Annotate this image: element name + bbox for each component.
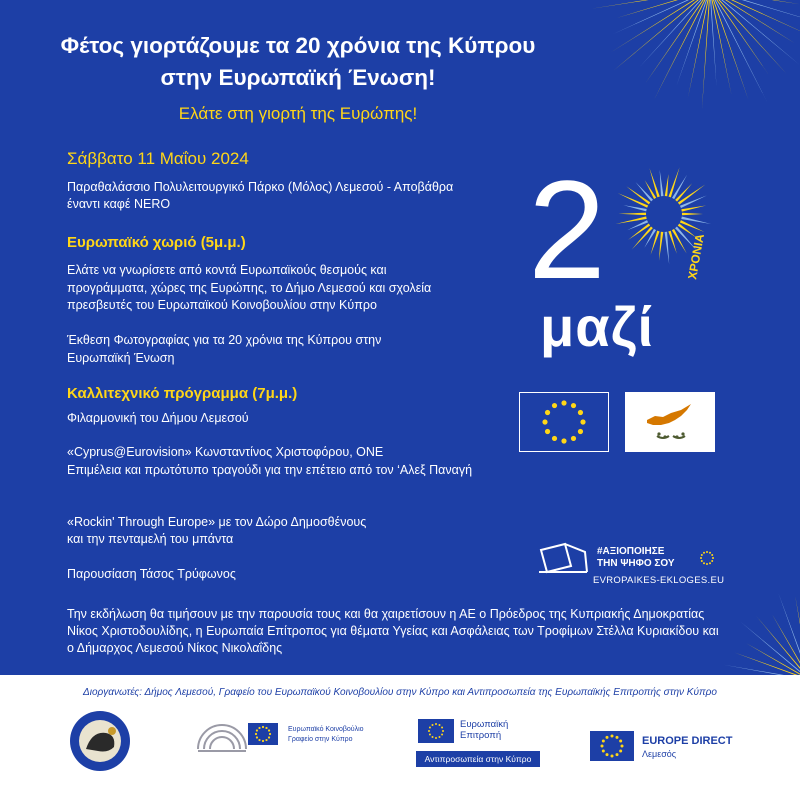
limassol-municipality-seal: [68, 709, 132, 773]
vote-line-2: ΤΗΝ ΨΗΦΟ ΣΟΥ: [597, 558, 675, 569]
eu-flag-small-icon: [695, 549, 719, 567]
program-presenter: Παρουσίαση Τάσος Τρύφωνος: [67, 567, 236, 581]
program-band: και την πενταμελή του μπάντα: [67, 532, 234, 546]
closing-remarks: Την εκδήλωση θα τιμήσουν με την παρουσία τους και θα χαιρετίσουν η ΑΕ ο Πρόεδρος της Κυπριακής Δημοκρατίας Νίκος Χριστοδουλίδης, η Ευρωπαία Επίτροπος για θέματα Υγείας και Ασφάλειας των Τροφίμων Στέλλα Κυριακίδου και ο Δήμαρχος Λεμεσού Νίκος Νικολαΐδης: [67, 607, 719, 655]
parliament-hemicycle-icon: [196, 715, 248, 755]
organizers-text: Διοργανωτές: Δήμος Λεμεσού, Γραφείο του Ευρωπαϊκού Κοινοβουλίου στην Κύπρο και Αντιπροσωπεία της Ευρωπαϊκής Επιτροπής στην Κύπρο: [83, 687, 717, 698]
ep-office: Γραφείο στην Κύπρο: [288, 736, 353, 743]
ec-name-2: Επιτροπή: [460, 730, 502, 741]
sunburst-decoration-top: [560, 0, 800, 130]
european-commission-logo: [416, 715, 540, 771]
ec-representation-band: Αντιπροσωπεία στην Κύπρο: [416, 751, 540, 767]
poster-title: Φέτος γιορτάζουμε τα 20 χρόνια της Κύπρου στην Ευρωπαϊκή Ένωση!: [60, 33, 536, 90]
emblem-digit-two: 2: [528, 151, 606, 290]
program-philharmonic: Φιλαρμονική του Δήμου Λεμεσού: [67, 411, 249, 425]
cyprus-map-icon: [625, 392, 715, 452]
event-venue: Παραθαλάσσιο Πολυλειτουργικό Πάρκο (Μόλος) Λεμεσού - Αποβάθρα έναντι καφέ NERO: [67, 180, 454, 211]
ballot-box-icon: [535, 542, 595, 582]
emblem-xronia: ΧΡΟΝΙΑ: [685, 232, 707, 281]
event-date: Σάββατο 11 Μαΐου 2024: [67, 149, 249, 168]
vote-website: EVROPAIKES-EKLOGES.EU: [593, 575, 725, 586]
village-description: Ελάτε να γνωρίσετε από κοντά Ευρωπαϊκούς θεσμούς και προγράμματα, χώρες της Ευρώπης, το Δήμο Λεμεσού και σχολεία πρεσβευτές του Ευρωπαϊκού Κοινοβουλίου στην Κύπρο: [67, 263, 432, 312]
vote-campaign-logo: [535, 540, 725, 590]
eu-flag-small-icon: [248, 723, 278, 745]
anniversary-20-emblem: [520, 150, 730, 290]
vote-line-1: #ΑΞΙΟΠΟΙΗΣΕ: [597, 546, 665, 557]
cyprus-flag: [625, 392, 715, 452]
organizers-footer: [0, 675, 800, 800]
europe-direct-city: Λεμεσός: [642, 749, 677, 759]
program-eurovision: «Cyprus@Eurovision» Κωνσταντίνος Χριστοφόρου, ONE: [67, 445, 384, 459]
ec-name-1: Ευρωπαϊκή: [460, 719, 509, 730]
ep-name: Ευρωπαϊκό Κοινοβούλιο: [288, 726, 364, 733]
program-rockin: «Rockin' Through Europe» με τον Δώρο Δημοσθένους: [67, 515, 367, 529]
europe-direct-name: EUROPE DIRECT: [642, 735, 733, 747]
european-parliament-logo: [196, 715, 396, 765]
poster-subtitle: Ελάτε στη γιορτή της Ευρώπης!: [178, 104, 418, 123]
europe-direct-logo: [590, 731, 750, 767]
program-heading: Καλλιτεχνικό πρόγραμμα (7μ.μ.): [67, 385, 298, 402]
village-heading: Ευρωπαϊκό χωριό (5μ.μ.): [67, 234, 246, 251]
photo-exhibition: Έκθεση Φωτογραφίας για τα 20 χρόνια της Κύπρου στην Ευρωπαϊκή Ένωση: [67, 333, 382, 365]
program-song: Επιμέλεια και πρωτότυπο τραγούδι για την επέτειο από τον ‘Αλεξ Παναγή: [67, 463, 473, 477]
eu-stars-icon: [520, 393, 608, 451]
eu-flag: [519, 392, 609, 452]
commission-building-icon: [416, 715, 456, 747]
emblem-mazi: μαζί: [540, 295, 655, 358]
eu-flag-small-icon: [590, 731, 634, 761]
